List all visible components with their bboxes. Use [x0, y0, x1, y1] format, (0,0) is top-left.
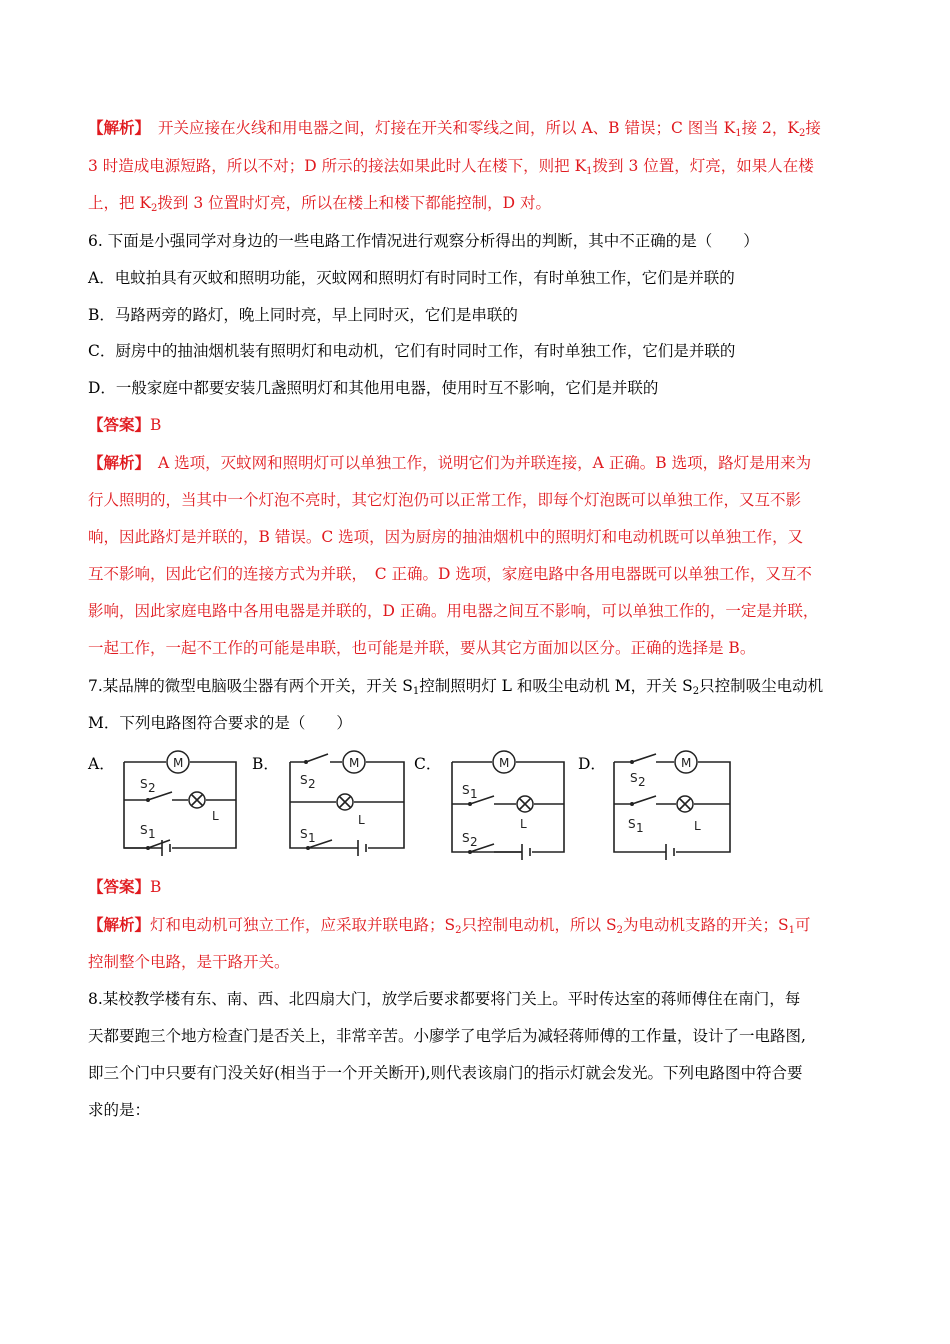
svg-text:L: L [212, 809, 219, 823]
analysis-line: 一起工作，一起不工作的可能是串联，也可能是并联，要从其它方面加以区分。正确的选择是 B。 [88, 639, 756, 657]
svg-text:S: S [300, 827, 308, 841]
analysis-line: 互不影响，因此它们的连接方式为并联， C 正确。D 选项，家庭电路中各用电器既可以单独工作，又互不 [88, 565, 812, 583]
circuit-diagram-c [446, 748, 576, 860]
svg-text:2: 2 [308, 777, 316, 791]
question-6-stem: 6. 下面是小强同学对身边的一些电路工作情况进行观察分析得出的判断，其中不正确的是（ ） [88, 232, 759, 250]
analysis-line: 影响，因此家庭电路中各用电器是并联的，D 正确。用电器之间互不影响，可以单独工作的，一定是并联， [88, 602, 819, 620]
option-a-label: A． [88, 755, 115, 773]
analysis-line: 上，把 $K_2$拨到 3 位置时灯亮，所以在楼上和楼下都能控制，D 对。 [88, 194, 551, 214]
battery-icon [358, 840, 366, 856]
question-6-option-c: C．厨房中的抽油烟机装有照明灯和电动机，它们有时同时工作，有时单独工作，它们是并联的 [88, 342, 736, 360]
circuit-diagram-a [118, 748, 243, 858]
question-6-option-d: D．一般家庭中都要安装几盏照明灯和其他用电器，使用时互不影响，它们是并联的 [88, 379, 659, 397]
analysis-line: 3 时造成电源短路，所以不对；D 所示的接法如果此时人在楼下，则把 $K_1$拨到 3 位置，灯亮，如果人在楼 [88, 157, 814, 177]
option-c-label: C． [414, 755, 442, 773]
svg-text:S: S [628, 817, 636, 831]
question-8-stem: 8.某校教学楼有东、南、西、北四扇大门，放学后要求都要将门关上。平时传达室的蒋师傅住在南门，每 [88, 990, 801, 1008]
analysis-line: 【解析】 A 选项，灭蚊网和照明灯可以单独工作，说明它们为并联连接，A 正确。B 选项，路灯是用来为 [88, 453, 812, 472]
svg-text:S: S [630, 771, 638, 785]
svg-text:2: 2 [470, 835, 478, 849]
option-d-label: D． [578, 755, 606, 773]
question-7-stem: 7.某品牌的微型电脑吸尘器有两个开关，开关 $S_1$控制照明灯 L 和吸尘电动机 M，开关 $S_2$只控制吸尘电动机 [88, 677, 824, 697]
svg-text:L: L [358, 813, 365, 827]
svg-text:1: 1 [148, 827, 156, 841]
battery-icon [666, 844, 674, 860]
question-6-option-a: A．电蚊拍具有灭蚊和照明功能，灭蚊网和照明灯有时同时工作，有时单独工作，它们是并联的 [88, 269, 735, 287]
svg-text:S: S [140, 777, 148, 791]
option-b-label: B． [252, 755, 279, 773]
svg-text:1: 1 [470, 787, 478, 801]
question-8-stem: 天都要跑三个地方检查门是否关上，非常辛苦。小廖学了电学后为减轻蒋师傅的工作量，设计了一电路图, [88, 1027, 806, 1045]
battery-icon [522, 844, 530, 860]
analysis-line: 响，因此路灯是并联的，B 错误。C 选项，因为厨房的抽油烟机中的照明灯和电动机既可以单独工作，又 [88, 528, 804, 546]
svg-text:M: M [349, 756, 360, 770]
answer-6: 【答案】B [88, 415, 162, 434]
question-6-option-b: B．马路两旁的路灯，晚上同时亮，早上同时灭，它们是串联的 [88, 306, 518, 324]
svg-text:1: 1 [308, 831, 316, 845]
svg-text:S: S [462, 831, 470, 845]
svg-text:M: M [499, 756, 510, 770]
question-8-stem: 求的是： [88, 1101, 151, 1119]
svg-text:L: L [520, 817, 527, 831]
svg-text:L: L [694, 819, 701, 833]
question-7-stem: M．下列电路图符合要求的是（ ） [88, 714, 352, 732]
svg-text:1: 1 [636, 821, 644, 835]
svg-text:M: M [173, 756, 184, 770]
svg-text:M: M [681, 756, 692, 770]
svg-text:S: S [300, 773, 308, 787]
question-8-stem: 即三个门中只要有门没关好(相当于一个开关断开),则代表该扇门的指示灯就会发光。下列电路图中符合要 [88, 1064, 803, 1082]
answer-7: 【答案】B [88, 877, 162, 896]
circuit-diagram-b [284, 748, 414, 858]
svg-text:2: 2 [638, 775, 646, 789]
analysis-line: 【解析】灯和电动机可独立工作，应采取并联电路；$S_2$只控制电动机，所以 $S_2$为电动机支路的开关；$S_1$可 [88, 915, 811, 936]
svg-text:S: S [140, 823, 148, 837]
analysis-line: 行人照明的，当其中一个灯泡不亮时，其它灯泡仍可以正常工作，即每个灯泡既可以单独工作，又互不影 [88, 491, 802, 509]
svg-text:S: S [462, 783, 470, 797]
svg-text:2: 2 [148, 781, 156, 795]
analysis-line: 【解析】 开关应接在火线和用电器之间，灯接在开关和零线之间，所以 A、B 错误；C 图当 $K_1$接 2，$K_2$接 [88, 118, 821, 139]
circuit-diagram-d [608, 748, 738, 860]
analysis-line: 控制整个电路，是干路开关。 [88, 953, 290, 971]
